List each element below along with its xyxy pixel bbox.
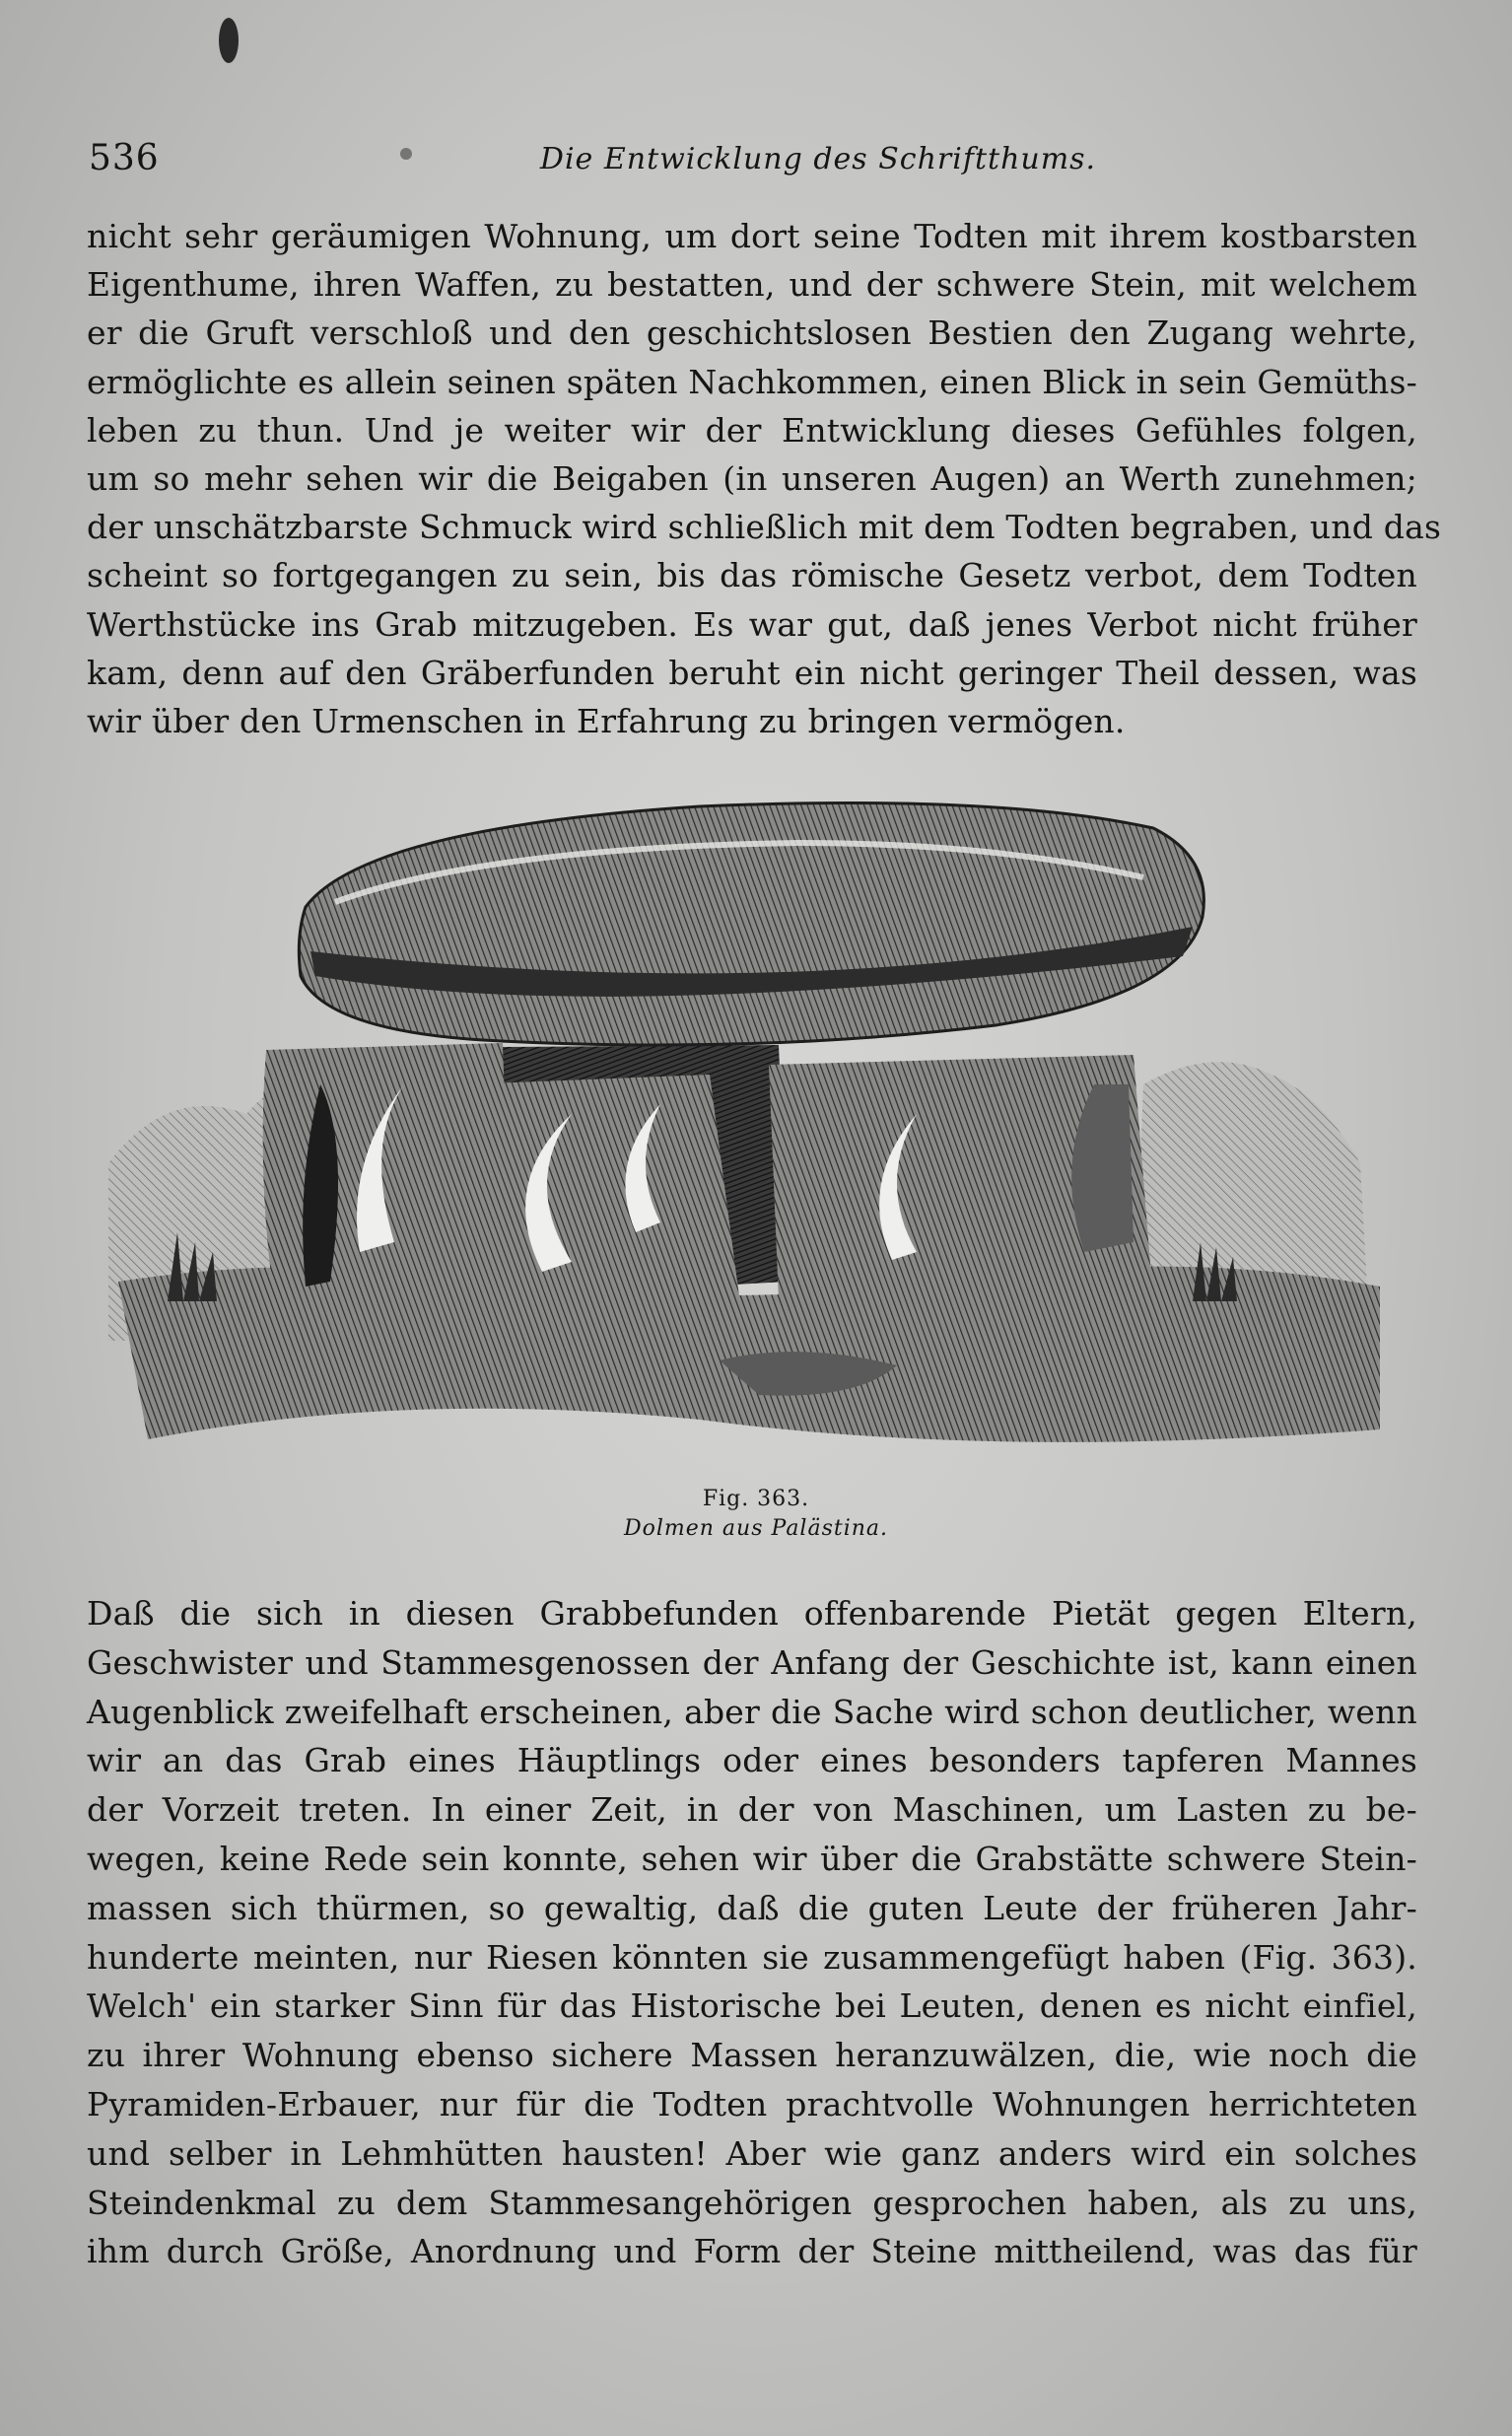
figure-number: Fig. 363. [702,1487,810,1511]
text-line: nicht sehr geräumigen Wohnung, um dort seine Todten mit ihrem kostbarsten [87,217,1417,255]
text-line: Augenblick zweifelhaft erscheinen, aber die Sache wird schon deutlicher, wenn [87,1692,1417,1731]
running-head: Die Entwicklung des Schriftthums. [539,142,1097,176]
text-line: Pyramiden-Erbauer, nur für die Todten prachtvolle Wohnungen herrichteten [87,2084,1417,2123]
text-line: Steindenkmal zu dem Stammesangehörigen gesprochen haben, als zu uns, [87,2183,1417,2222]
text-line: Welch' ein starker Sinn für das Historische bei Leuten, denen es nicht einfiel, [87,1986,1417,2026]
text-line: ihm durch Größe, Anordnung und Form der Steine mittheilend, was das für [87,2232,1417,2271]
dolmen-engraving [108,789,1380,1479]
figure-caption: Dolmen aus Palästina. [623,1516,889,1541]
text-line: Daß die sich in diesen Grabbefunden offenbarende Pietät gegen Eltern, [87,1594,1417,1633]
text-line: wir über den Urmenschen in Erfahrung zu bringen vermögen. [87,701,1126,740]
text-line: scheint so fortgegangen zu sein, bis das römische Gesetz verbot, dem Todten [87,556,1417,595]
text-line: hunderte meinten, nur Riesen könnten sie zusammengefügt haben (Fig. 363). [87,1937,1417,1977]
text-line: er die Gruft verschloß und den geschichtslosen Bestien den Zugang wehrte, [87,313,1417,353]
page-header [89,138,1429,187]
text-line: wegen, keine Rede sein konnte, sehen wir über die Grabstätte schwere Stein- [87,1839,1417,1878]
text-line: zu ihrer Wohnung ebenso sichere Massen heranzuwälzen, die, wie noch die [87,2036,1417,2075]
ink-speck [219,18,239,63]
text-line: kam, denn auf den Gräberfunden beruht ein nicht geringer Theil dessen, was [87,653,1417,692]
text-line: Geschwister und Stammesgenossen der Anfang der Geschichte ist, kann einen [87,1642,1417,1682]
page-number: 536 [89,138,160,178]
text-line: massen sich thürmen, so gewaltig, daß die guten Leute der früheren Jahr- [87,1888,1417,1927]
text-line: und selber in Lehmhütten hausten! Aber wie ganz anders wird ein solches [87,2133,1417,2173]
text-line: um so mehr sehen wir die Beigaben (in unseren Augen) an Werth zunehmen; [87,458,1417,498]
text-line: leben zu thun. Und je weiter wir der Entwicklung dieses Gefühles folgen, [87,410,1417,450]
text-line: der Vorzeit treten. In einer Zeit, in der von Maschinen, um Lasten zu be- [87,1790,1417,1830]
paragraph-top [87,212,1442,745]
text-line: Werthstücke ins Grab mitzugeben. Es war gut, daß jenes Verbot nicht früher [87,604,1417,644]
text-line: wir an das Grab eines Häuptlings oder eines besonders tapferen Mannes [87,1741,1417,1780]
paragraph-bottom [87,1589,1417,2276]
text-line: Eigenthume, ihren Waffen, zu bestatten, und der schwere Stein, mit welchem [87,265,1417,305]
text-line: ermöglichte es allein seinen späten Nachkommen, einen Blick in sein Gemüths- [87,362,1417,401]
text-line: der unschätzbarste Schmuck wird schließlich mit dem Todten begraben, und das [87,508,1442,547]
